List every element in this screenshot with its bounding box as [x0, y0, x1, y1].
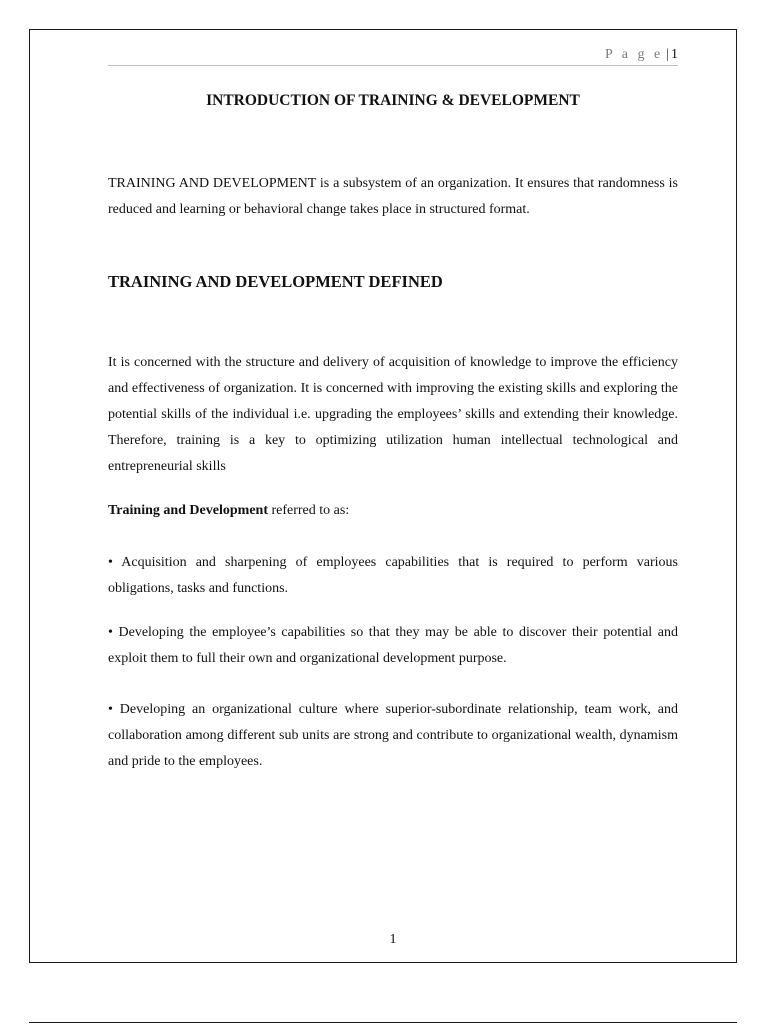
page-frame: [29, 29, 737, 963]
page-label: P a g e: [604, 47, 664, 62]
header-page-number: 1: [671, 47, 678, 62]
referred-rest-text: referred to as:: [267, 503, 350, 518]
document-title: INTRODUCTION OF TRAINING & DEVELOPMENT: [206, 92, 580, 109]
bullet-item-2: • Developing the employee’s capabilities so that they may be able to discover their potential and exploit them to full their own and organizational development purpose.: [108, 625, 678, 666]
page-header: [108, 45, 678, 66]
intro-paragraph: TRAINING AND DEVELOPMENT is a subsystem of an organization. It ensures that randomness is reduced and learning or behavioral change takes place in structured format.: [108, 176, 678, 217]
referred-to-line: [108, 498, 678, 524]
bullet-item-1: • Acquisition and sharpening of employees capabilities that is required to perform various obligations, tasks and functions.: [108, 555, 678, 596]
definition-paragraph: It is concerned with the structure and delivery of acquisition of knowledge to improve the efficiency and effectiveness of organization. It is concerned with improving the existing skills and exploring the potential skills of the individual i.e. upgrading the employees’ skills and extending their knowledge. Therefore, training is a key to optimizing utilization human intellectual technological and entrepreneurial skills: [108, 355, 678, 474]
next-page-edge: [29, 1022, 737, 1023]
footer-page-number: 1: [389, 932, 397, 947]
bullet-item-3: • Developing an organizational culture where superior-subordinate relationship, team work, and collaboration among different sub units are strong and contribute to organizational wealth, dynamism and pride to the employees.: [108, 702, 678, 769]
section-heading: TRAINING AND DEVELOPMENT DEFINED: [108, 272, 443, 291]
page-separator: |: [666, 47, 669, 62]
referred-bold-term: Training and Development: [108, 503, 268, 518]
